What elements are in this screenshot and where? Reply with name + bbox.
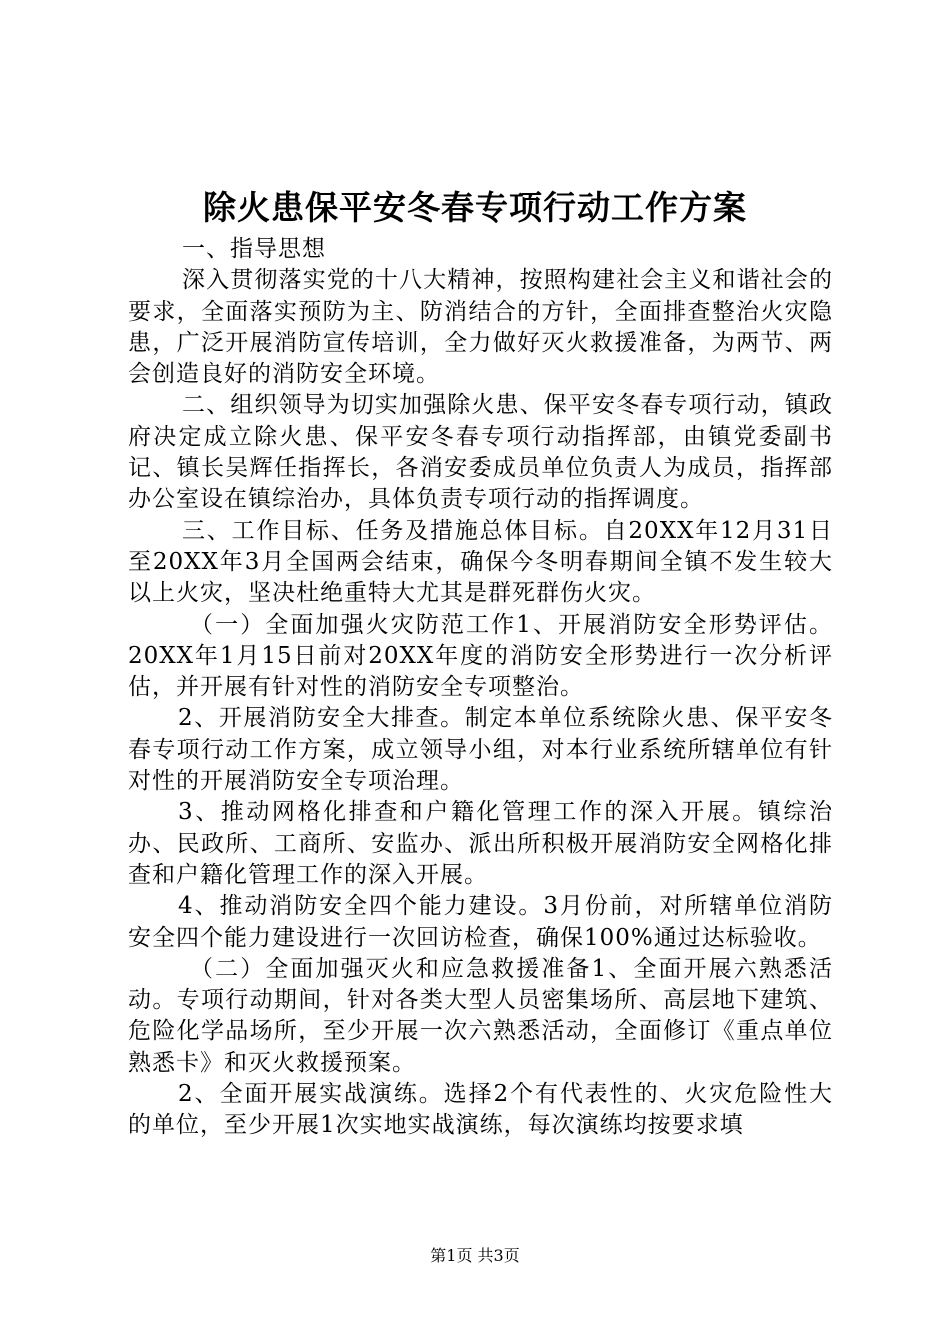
section-heading-guiding-ideology: 一、指导思想: [182, 236, 326, 262]
paragraph-guiding-ideology: 深入贯彻落实党的十八大精神，按照构建社会主义和谐社会的要求，全面落实预防为主、防消结合的方针，全面排查整治火灾隐患，广泛开展消防宣传培训，全力做好灭火救援准备，为两节、两会创造良好的消防安全环境。: [128, 267, 833, 388]
paragraph-work-goals: 三、工作目标、任务及措施总体目标。自20XX年12月31日至20XX年3月全国两会结束，确保今冬明春期间全镇不发生较大以上火灾，坚决杜绝重特大尤其是群死群伤火灾。: [128, 517, 833, 607]
paragraph-rescue-preparation: （二）全面加强灭火和应急救援准备1、全面开展六熟悉活动。专项行动期间，针对各类大型人员密集场所、高层地下建筑、危险化学品场所，至少开展一次六熟悉活动，全面修订《重点单位熟悉卡》和灭火救援预案。: [128, 955, 833, 1076]
page-number: 第1页 共3页: [430, 1246, 520, 1265]
paragraph-safety-inspection: 2、开展消防安全大排查。制定本单位系统除火患、保平安冬春专项行动工作方案，成立领导小组，对本行业系统所辖单位有针对性的开展消防安全专项治理。: [128, 705, 833, 795]
paragraph-grid-management: 3、推动网格化排查和户籍化管理工作的深入开展。镇综治办、民政所、工商所、安监办、派出所积极开展消防安全网格化排查和户籍化管理工作的深入开展。: [128, 799, 833, 888]
paragraph-organization-leadership: 二、组织领导为切实加强除火患、保平安冬春专项行动，镇政府决定成立除火患、保平安冬春专项行动指挥部，由镇党委副书记、镇长吴辉任指挥长，各消安委成员单位负责人为成员，指挥部办公室设在镇综治办，具体负责专项行动的指挥调度。: [128, 392, 833, 513]
paragraph-fire-prevention: （一）全面加强火灾防范工作1、开展消防安全形势评估。20XX年1月15日前对20XX年度的消防安全形势进行一次分析评估，并开展有针对性的消防安全专项整治。: [128, 611, 833, 701]
paragraph-drills: 2、全面开展实战演练。选择2个有代表性的、火灾危险性大的单位，至少开展1次实地实战演练，每次演练均按要求填: [128, 1081, 833, 1139]
document-title: 除火患保平安冬春专项行动工作方案: [203, 188, 747, 227]
paragraph-four-capabilities: 4、推动消防安全四个能力建设。3月份前，对所辖单位消防安全四个能力建设进行一次回访检查，确保100%通过达标验收。: [128, 893, 833, 951]
document-body: [128, 234, 833, 1142]
